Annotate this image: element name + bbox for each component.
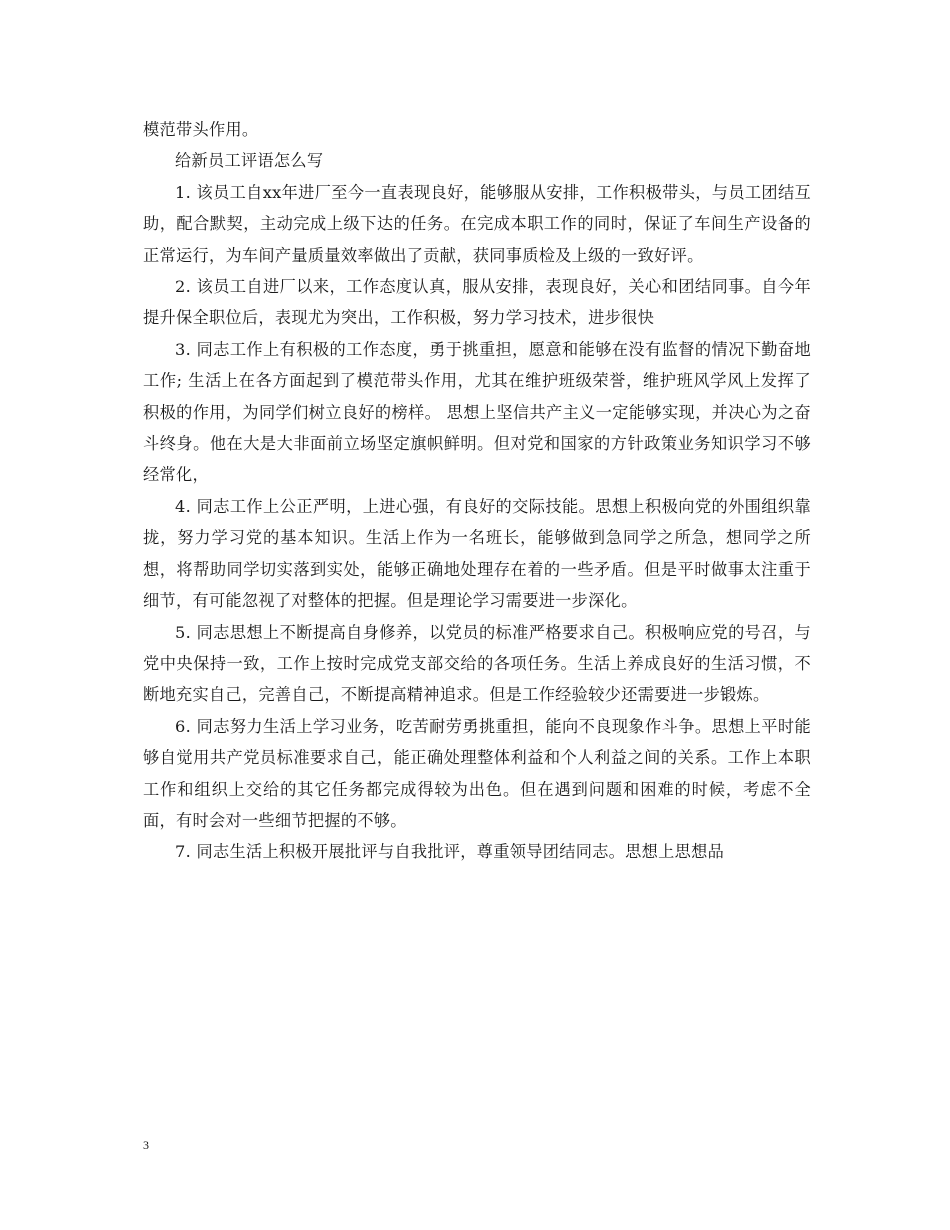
paragraph-item-5: 5. 同志思想上不断提高自身修养，以党员的标准严格要求自己。积极响应党的号召，与党中央保持一致，工作上按时完成党支部交给的各项任务。生活上养成良好的生活习惯，不断地充实自己，完善自己，不断提高精神追求。但是工作经验较少还需要进一步锻炼。 — [143, 622, 811, 705]
paragraph-continuation: 模范带头作用。 — [143, 120, 259, 139]
document-body — [143, 114, 811, 868]
section-heading: 给新员工评语怎么写 — [175, 151, 324, 171]
paragraph-item-3: 3. 同志工作上有积极的工作态度，勇于挑重担，愿意和能够在没有监督的情况下勤奋地工作; 生活上在各方面起到了模范带头作用，尤其在维护班级荣誉，维护班风学风上发挥了积极的作用，为同学们树立良好的榜样。 思想上坚信共产主义一定能够实现，并决心为之奋斗终身。他在大是大非面前立场坚定旗帜鲜明。但对党和国家的方针政策业务知识学习不够经常化， — [143, 339, 811, 485]
paragraph-item-1: 1. 该员工自xx年进厂至今一直表现良好，能够服从安排，工作积极带头，与员工团结互助，配合默契，主动完成上级下达的任务。在完成本职工作的同时，保证了车间生产设备的正常运行，为车间产量质量效率做出了贡献，获同事质检及上级的一致好评。 — [143, 182, 811, 265]
paragraph-item-7: 7. 同志生活上积极开展批评与自我批评，尊重领导团结同志。思想上思想品 — [175, 842, 725, 862]
paragraph-item-6: 6. 同志努力生活上学习业务，吃苦耐劳勇挑重担，能向不良现象作斗争。思想上平时能够自觉用共产党员标准要求自己，能正确处理整体利益和个人利益之间的关系。工作上本职工作和组织上交给的其它任务都完成得较为出色。但在遇到问题和困难的时候，考虑不全面，有时会对一些细节把握的不够。 — [143, 716, 811, 830]
paragraph-item-4: 4. 同志工作上公正严明，上进心强，有良好的交际技能。思想上积极向党的外围组织靠拢，努力学习党的基本知识。生活上作为一名班长，能够做到急同学之所急，想同学之所想，将帮助同学切实落到实处，能够正确地处理存在着的一些矛盾。但是平时做事太注重于细节，有可能忽视了对整体的把握。但是理论学习需要进一步深化。 — [143, 496, 811, 611]
paragraph-item-2: 2. 该员工自进厂以来，工作态度认真，服从安排，表现良好，关心和团结同事。自今年提升保全职位后，表现尤为突出，工作积极，努力学习技术，进步很快 — [143, 277, 811, 328]
page-number: 3 — [143, 1138, 149, 1152]
